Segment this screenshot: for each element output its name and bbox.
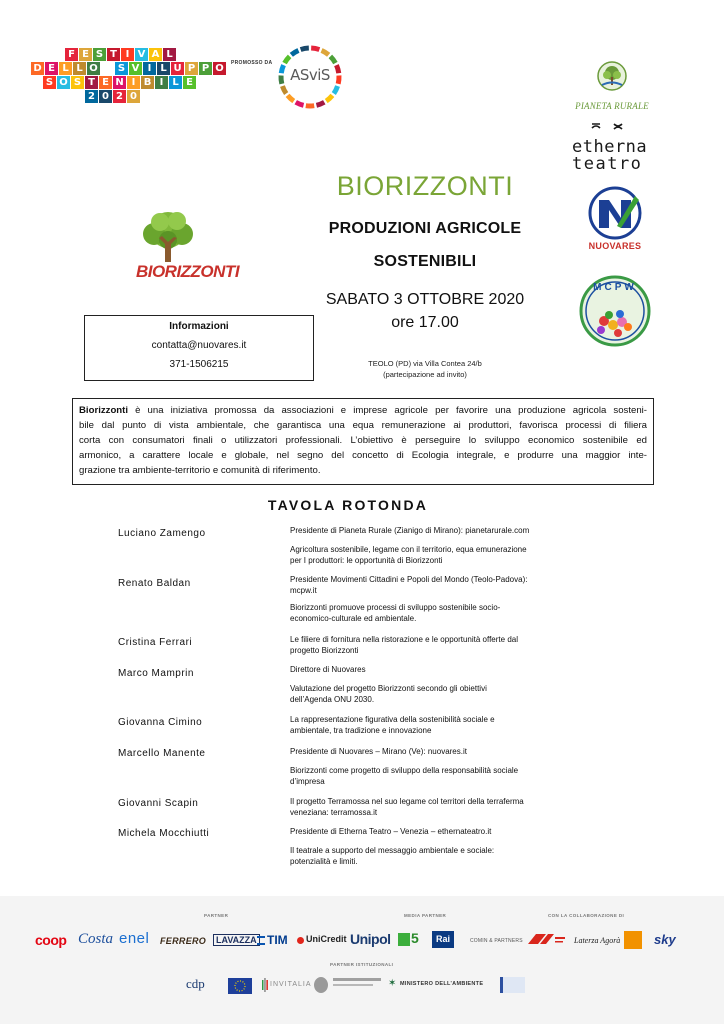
- speaker-topic-line: progetto Biorizzonti: [290, 646, 359, 655]
- speaker-topic-line: Biorizzonti come progetto di sviluppo della responsabilità sociale: [290, 766, 519, 775]
- festival-logo-letter: S: [43, 76, 56, 89]
- laterza-agora-logo: Laterza Agorà: [574, 936, 621, 945]
- speaker-role-line: Presidente di Nuovares – Mirano (Ve): nuovares.it: [290, 747, 467, 756]
- event-date: SABATO 3 OTTOBRE 2020: [325, 291, 525, 308]
- event-title: BIORIZZONTI: [336, 171, 514, 201]
- festival-logo-letter: S: [115, 62, 128, 75]
- ministero-ambiente-logo: MINISTERO DELL’AMBIENTE: [400, 981, 484, 987]
- intro-text: è una iniziativa promossa da associazioni e imprese agricole per favorire una produzione agricola sosteni-: [128, 405, 647, 416]
- ministry-logo-bar: [333, 984, 373, 986]
- info-email[interactable]: contatta@nuovares.it: [151, 340, 247, 351]
- la5-logo: 5: [411, 930, 419, 946]
- speaker-topic-line: per I produttori: le opportunità di Biorizzonti: [290, 556, 443, 565]
- collaboration-label: CON LA COLLABORAZIONE DI: [548, 913, 625, 918]
- speaker-topic-line: Il progetto Terramossa nel suo legame col territori della terraferma: [290, 797, 524, 806]
- festival-logo-letter: E: [183, 76, 196, 89]
- speaker-topic-line: Biorizzonti promuove processi di sviluppo sostenibile socio-: [290, 603, 501, 612]
- invitalia-logo: INVITALIA: [270, 981, 312, 988]
- la5-logo-block: [398, 933, 410, 946]
- etherna-logo-line1: etherna: [572, 137, 648, 157]
- festival-logo-letter: O: [213, 62, 226, 75]
- festival-logo-letter: N: [113, 76, 126, 89]
- festival-logo: [0, 0, 240, 110]
- festival-logo-letter: I: [127, 76, 140, 89]
- festival-logo-letter: F: [65, 48, 78, 61]
- institutional-logo-small: [500, 977, 525, 993]
- speaker-topic: [290, 765, 518, 787]
- festival-logo-letter: O: [57, 76, 70, 89]
- ambiente-star-icon: ✶: [388, 978, 397, 989]
- event-subtitle-line: SOSTENIBILI: [373, 253, 477, 270]
- festival-logo-letter: 2: [85, 90, 98, 103]
- festival-logo-letter: L: [169, 76, 182, 89]
- republic-emblem-icon: [314, 977, 328, 993]
- asvis-ring-segment: [291, 50, 298, 54]
- speaker-role-line: Direttore di Nuovares: [290, 665, 366, 674]
- speaker-topic: [290, 544, 527, 566]
- mcpw-logo-name: MCPW: [593, 282, 637, 293]
- asvis-ring-segment: [334, 86, 338, 93]
- asvis-ring-segment: [288, 95, 294, 101]
- ferrero-logo: FERRERO: [160, 936, 207, 946]
- speaker-name: Michela Mocchiutti: [118, 828, 210, 839]
- festival-logo-letter: T: [85, 76, 98, 89]
- nuovares-logo-icon: [587, 186, 643, 240]
- speaker-topic-line: economico-culturale ed ambientale.: [290, 614, 417, 623]
- speaker-topic-line: veneziana: terramossa.it: [290, 808, 378, 817]
- intro-line: corta con consumatori finali o utilizzatori professionali. L’obiettivo è perseguire lo sviluppo economico sostenibile ed: [79, 435, 647, 446]
- event-note: (partecipazione ad invito): [383, 370, 467, 379]
- lavazza-logo: LAVAZZA: [213, 934, 260, 946]
- coop-logo: coop: [35, 932, 67, 948]
- event-time: ore 17.00: [391, 314, 459, 331]
- unicredit-logo: UniCredit: [306, 934, 347, 944]
- asvis-ring-segment: [282, 86, 286, 93]
- festival-logo-letter: S: [71, 76, 84, 89]
- speaker-role: [290, 574, 527, 596]
- intro-box: [72, 398, 654, 485]
- festival-logo-letter: 0: [127, 90, 140, 103]
- speaker-topic-line: Valutazione del progetto Biorizzonti secondo gli obiettivi: [290, 684, 487, 693]
- event-venue: TEOLO (PD) via Villa Contea 24/b: [368, 359, 482, 368]
- asvis-ring-segment: [285, 56, 290, 63]
- speaker-name: Luciano Zamengo: [118, 528, 206, 539]
- speaker-topic: [290, 796, 524, 818]
- intro-line: grazione tra ambiente-territorio e comunità di riferimento.: [79, 465, 321, 476]
- festival-logo-letter: [101, 62, 114, 75]
- ferrovie-logo-icon: [526, 932, 566, 946]
- speaker-topic: [290, 602, 500, 624]
- nuovares-logo-name: NUOVARES: [588, 241, 642, 251]
- asvis-logo-text: ASviS: [290, 66, 330, 84]
- orange-partner-logo: [624, 931, 642, 949]
- festival-logo-letter: P: [199, 62, 212, 75]
- festival-logo-letter: V: [135, 48, 148, 61]
- speaker-role-line: Presidente di Etherna Teatro – Venezia – ethernateatro.it: [290, 827, 492, 836]
- intro-lead: Biorizzonti: [79, 405, 129, 416]
- asvis-ring-segment: [322, 50, 329, 54]
- info-box: [84, 315, 314, 381]
- festival-logo-letter: I: [155, 76, 168, 89]
- info-phone[interactable]: 371-1506215: [169, 359, 229, 370]
- institutional-label: PARTNER ISTITUZIONALI: [330, 962, 394, 967]
- speaker-topic-line: Agricoltura sostenibile, legame con il territorio, equa emunerazione: [290, 545, 527, 554]
- festival-logo-letter: 0: [99, 90, 112, 103]
- festival-logo-letter: A: [149, 48, 162, 61]
- comin-partners-logo: COMIN & PARTNERS: [470, 938, 523, 944]
- festival-logo-letter: E: [79, 48, 92, 61]
- rai-logo: Rai: [432, 931, 454, 948]
- festival-logo-letter: E: [45, 62, 58, 75]
- festival-logo-letter: 2: [113, 90, 126, 103]
- speaker-role: [290, 664, 366, 675]
- pianeta-rurale-logo-icon: [596, 60, 628, 96]
- festival-logo-letter: L: [163, 48, 176, 61]
- asvis-ring-segment: [316, 102, 324, 105]
- intro-line: armonico, a carattere locale e globale, nel segno del concetto di Ecologia integrale, e produrre una maggior inte-: [79, 450, 647, 461]
- sky-logo: sky: [654, 932, 676, 947]
- festival-logo-letter: U: [171, 62, 184, 75]
- intro-line: bile dal punto di vista ambientale, che garantisca una equa remunerazione ai produttori, favorisca processi di filiera: [79, 420, 647, 431]
- speaker-topic: [290, 683, 487, 705]
- speaker-topic-line: La rappresentazione figurativa della sostenibilità sociale e: [290, 715, 495, 724]
- speaker-name: Marcello Manente: [118, 748, 206, 759]
- ministry-logo-bar: [333, 978, 381, 981]
- festival-logo-letter: O: [87, 62, 100, 75]
- speaker-name: Renato Baldan: [118, 578, 191, 589]
- pianeta-rurale-name: PIANETA RURALE: [575, 101, 649, 111]
- invitalia-bars-icon: [262, 978, 268, 992]
- speaker-topic: [290, 845, 494, 867]
- tim-bars-icon: [257, 936, 265, 945]
- speaker-topic-line: Il teatrale a supporto del messaggio ambientale e sociale:: [290, 846, 495, 855]
- roundtable-title: TAVOLA ROTONDA: [267, 497, 429, 513]
- speaker-topic-line: d’impresa: [290, 777, 325, 786]
- festival-logo-letter: L: [59, 62, 72, 75]
- speaker-name: Giovanna Cimino: [118, 717, 203, 728]
- festival-logo-letter: T: [107, 48, 120, 61]
- partner-label: PARTNER: [204, 913, 229, 918]
- festival-logo-letter: I: [143, 62, 156, 75]
- speaker-role: [290, 826, 491, 837]
- costa-logo: Costa: [78, 931, 114, 947]
- asvis-ring-segment: [301, 48, 309, 50]
- media-partner-label: MEDIA PARTNER: [404, 913, 447, 918]
- speaker-name: Marco Mamprin: [118, 668, 194, 679]
- biorizzonti-tree-icon: [130, 208, 206, 266]
- promoter-label: PROMOSSO DA: [231, 60, 273, 66]
- asvis-ring-segment: [330, 56, 335, 63]
- speaker-topic: [290, 634, 518, 656]
- tim-logo: TIM: [267, 933, 288, 947]
- speaker-name: Giovanni Scapin: [118, 798, 199, 809]
- festival-logo-letter: L: [157, 62, 170, 75]
- asvis-ring-segment: [296, 102, 304, 105]
- asvis-ring-segment: [311, 48, 319, 50]
- enel-logo: enel: [119, 930, 150, 947]
- speaker-role-line: Presidente Movimenti Cittadini e Popoli del Mondo (Teolo-Padova):: [290, 575, 528, 584]
- festival-logo-letter: S: [93, 48, 106, 61]
- speaker-role: [290, 525, 529, 536]
- eu-flag-icon: [228, 978, 252, 994]
- cdp-logo: cdp: [186, 976, 205, 991]
- intro-line: [79, 404, 647, 418]
- festival-logo-letter: L: [73, 62, 86, 75]
- asvis-ring-segment: [326, 95, 332, 101]
- sponsor-footer: [0, 896, 724, 1024]
- speaker-role: [290, 746, 467, 757]
- festival-logo-letter: B: [141, 76, 154, 89]
- etherna-symbol-icon: [590, 121, 630, 133]
- biorizzonti-logo-name: BIORIZZONTI: [135, 262, 240, 281]
- festival-logo-letter: D: [31, 62, 44, 75]
- festival-logo-letter: I: [121, 48, 134, 61]
- info-heading: Informazioni: [169, 321, 229, 332]
- festival-logo-letter: E: [99, 76, 112, 89]
- speaker-topic-line: ambientale, tra tradizione e innovazione: [290, 726, 432, 735]
- unipol-logo: Unipol: [350, 931, 391, 947]
- speaker-topic: [290, 714, 495, 736]
- event-subtitle-line: PRODUZIONI AGRICOLE: [328, 220, 522, 237]
- speaker-topic-line: Le filiere di fornitura nella ristorazione e le opportunità offerte dal: [290, 635, 518, 644]
- speaker-role-line: Presidente di Pianeta Rurale (Zianigo di Mirano): pianetarurale.com: [290, 526, 530, 535]
- speaker-topic-line: potenzialità e limiti.: [290, 857, 358, 866]
- speaker-name: Cristina Ferrari: [118, 637, 193, 648]
- speaker-topic-line: dell’Agenda ONU 2030.: [290, 695, 375, 704]
- festival-logo-letter: V: [129, 62, 142, 75]
- festival-logo-letter: P: [185, 62, 198, 75]
- speaker-role-line: mcpw.it: [290, 586, 317, 595]
- etherna-logo-line2: teatro: [572, 154, 643, 174]
- unicredit-icon: [297, 937, 304, 944]
